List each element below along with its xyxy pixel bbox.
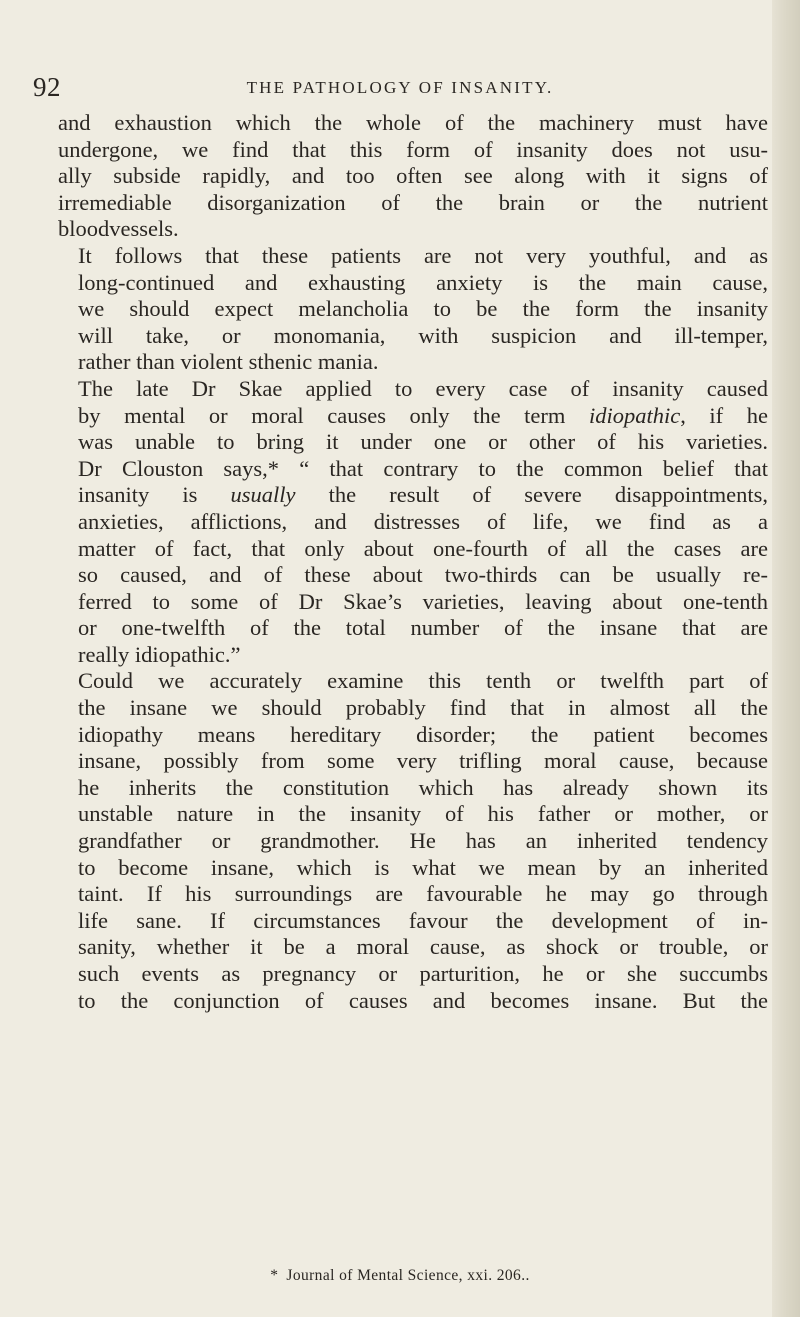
text-line: will take, or monomania, with suspicion and ill-temper, [78,322,768,348]
text-line: or one-twelfth of the total number of the insane that are [78,615,768,641]
body-text [58,110,768,1014]
text-line: long-continued and exhausting anxiety is the main cause, [78,269,768,295]
text-line: Could we accurately examine this tenth or twelfth part of [78,668,768,694]
text-line: grandfather or grandmother. He has an inherited tendency [78,828,768,854]
italic-term-idiopathic: idiopathic [588,402,681,428]
text-line [58,403,768,430]
footnote-marker: * [270,1267,279,1284]
text-line: sanity, whether it be a moral cause, as shock or trouble, or [78,934,768,960]
text-segment: , if he [680,402,768,428]
text-line: was unable to bring it under one or other of his varieties. [78,429,768,455]
text-line: really idiopathic.” [78,641,241,667]
running-title: THE PATHOLOGY OF INSANITY. [246,78,554,97]
text-line: Dr Clouston says,* “ that contrary to the common belief that [78,455,768,481]
text-line: unstable nature in the insanity of his father or mother, or [78,801,768,827]
text-line: we should expect melancholia to be the form the insanity [78,296,768,322]
text-line: irremediable disorganization of the brain or the nutrient [58,189,768,215]
text-line: the insane we should probably find that in almost all the [78,695,768,721]
text-line: he inherits the constitution which has already shown its [78,774,768,800]
text-line: insane, possibly from some very trifling moral cause, because [78,748,768,774]
text-segment: by mental or moral causes only the term [78,402,589,428]
text-line: to the conjunction of causes and becomes insane. But the [78,987,768,1013]
text-line: and exhaustion which the whole of the machinery must have [58,110,768,135]
paragraph-1 [58,110,768,243]
text-line: such events as pregnancy or parturition, he or she succumbs [78,961,768,986]
page-edge [772,0,800,1317]
text-line: bloodvessels. [58,216,179,242]
text-line: undergone, we find that this form of insanity does not usu- [58,136,768,162]
footnote [0,1267,800,1285]
text-line: idiopathy means hereditary disorder; the patient becomes [78,721,768,747]
text-line [58,482,768,509]
text-line: ally subside rapidly, and too often see along with it signs of [58,163,768,189]
text-segment: the result of severe disappointments, [295,482,768,508]
paragraph-3 [58,376,768,669]
text-line: to become insane, which is what we mean by an inherited [78,854,768,880]
text-segment: insanity is [78,482,231,508]
paragraph-4 [58,668,768,1014]
text-line: It follows that these patients are not very youthful, and as [78,242,768,268]
text-line: taint. If his surroundings are favourable he may go through [78,881,768,907]
italic-term-usually: usually [230,482,296,508]
paragraph-2 [58,243,768,376]
text-line: anxieties, afflictions, and distresses of life, we find as a [78,508,768,534]
footnote-text: Journal of Mental Science, xxi. 206.. [286,1267,530,1284]
text-line: so caused, and of these about two-thirds can be usually re- [78,562,768,588]
text-line: life sane. If circumstances favour the development of in- [78,907,768,933]
text-line: The late Dr Skae applied to every case of insanity caused [78,375,768,401]
text-line: ferred to some of Dr Skae’s varieties, leaving about one-tenth [78,588,768,614]
text-line: rather than violent sthenic mania. [78,349,379,375]
page-number: 92 [33,72,61,102]
text-line: matter of fact, that only about one-fourth of all the cases are [78,535,768,561]
